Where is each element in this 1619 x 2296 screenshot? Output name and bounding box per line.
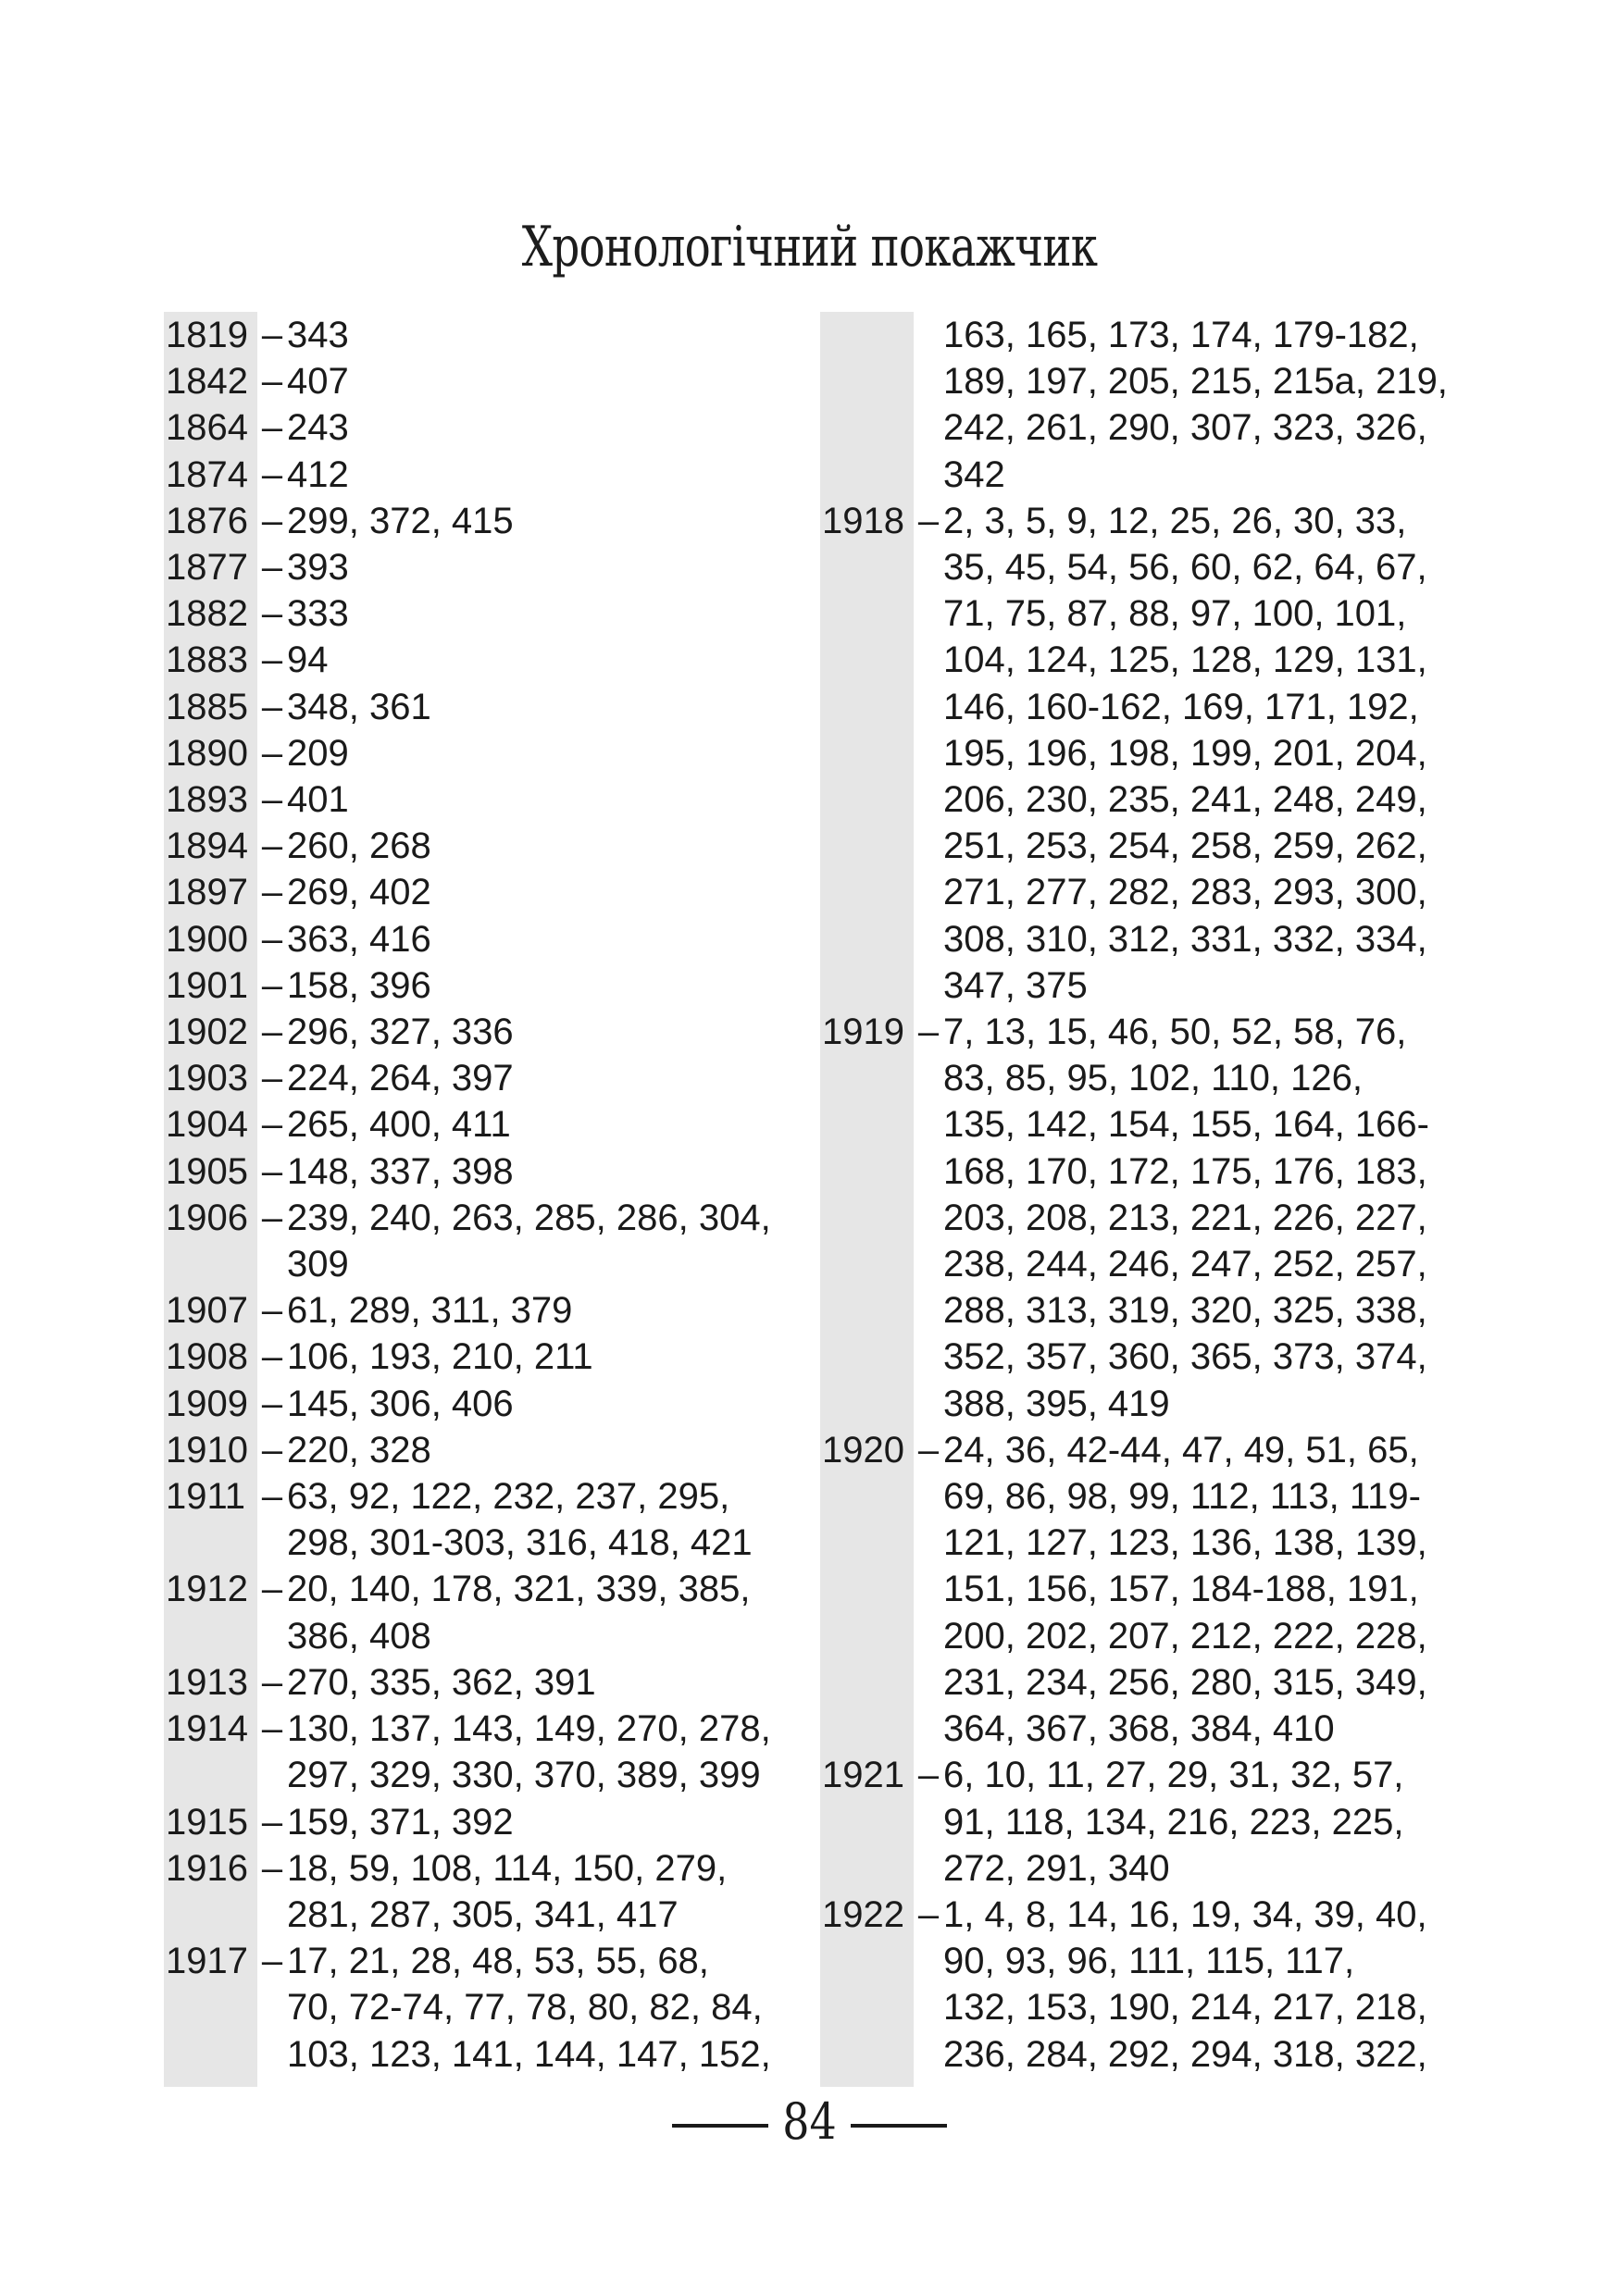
entry-year: 1897: [166, 872, 248, 913]
entry-year: 1842: [166, 361, 248, 403]
entry-year: [820, 312, 914, 498]
entry-dash: –: [261, 453, 283, 495]
entry-dash: –: [261, 500, 283, 541]
page-number: 84: [782, 2092, 837, 2151]
index-entry: [164, 1706, 812, 1798]
entry-numbers: 393: [287, 547, 349, 589]
index-entry: [164, 637, 812, 683]
entry-numbers: 158, 396: [287, 964, 431, 1006]
entry-year: 1917: [166, 1941, 248, 1982]
entry-numbers: 299, 372, 415: [287, 500, 514, 541]
entry-year: 1893: [166, 779, 248, 821]
entry-dash: –: [917, 1011, 940, 1053]
page-title: Хронологічний покажчик: [521, 215, 1098, 279]
entry-numbers: 348, 361: [287, 686, 431, 727]
entry-numbers: 6, 10, 11, 27, 29, 31, 32, 57, 91, 118, 134, 216, 223, 225, 272, 291, 340: [943, 1755, 1404, 1889]
entry-dash: –: [261, 547, 283, 589]
entry-numbers: 224, 264, 397: [287, 1058, 514, 1099]
entry-dash: –: [917, 500, 940, 541]
entry-dash: –: [261, 918, 283, 960]
entry-numbers: 2, 3, 5, 9, 12, 25, 26, 30, 33, 35, 45, 54, 56, 60, 62, 64, 67, 71, 75, 87, 88, 97, 100, 101, 104, 124, 125, 128, 129, 131, 146, 160-162, 169, 171, 192, 195, 196, 198, 199, 201, 204, 206, 230, 235, 241, 248, 249, 251, 253, 254, 258, 259, 262, 271, 277, 282, 283, 293, 300, 308, 310, 312, 331, 332, 334, 347, 375: [943, 500, 1427, 1006]
entry-year: 1877: [166, 547, 248, 589]
index-entry: [164, 1009, 812, 1055]
index-entry: [820, 1009, 1468, 1427]
index-entry: [164, 1055, 812, 1101]
entry-year: 1902: [166, 1011, 248, 1053]
index-column-left: [164, 312, 812, 2087]
entry-year: 1910: [166, 1429, 248, 1471]
page-footer: [0, 2094, 1619, 2150]
entry-dash: –: [261, 1708, 283, 1750]
footer-rule-right: [851, 2124, 947, 2128]
index-entry: [164, 358, 812, 404]
entry-year: 1911: [166, 1476, 246, 1518]
entry-dash: –: [261, 1011, 283, 1053]
entry-year: 1894: [166, 825, 248, 867]
index-entry: [164, 1799, 812, 1845]
entry-year: 1876: [166, 500, 248, 541]
entry-numbers: 159, 371, 392: [287, 1801, 514, 1843]
entry-year: 1913: [166, 1661, 248, 1703]
index-entry: [164, 1195, 812, 1287]
entry-year: 1919: [822, 1011, 904, 1053]
entry-numbers: 61, 289, 311, 379: [287, 1290, 573, 1332]
index-entry: [164, 730, 812, 776]
index-column-right: [820, 312, 1468, 2087]
entry-year: 1912: [166, 1569, 248, 1610]
entry-dash: –: [261, 1336, 283, 1378]
entry-numbers: 363, 416: [287, 918, 431, 960]
entry-dash: –: [261, 361, 283, 403]
entry-dash: –: [261, 1801, 283, 1843]
entry-numbers: 239, 240, 263, 285, 286, 304, 309: [287, 1197, 771, 1285]
index-entry: [164, 1381, 812, 1427]
entry-dash: –: [261, 1429, 283, 1471]
entry-numbers: 407: [287, 361, 349, 403]
entry-numbers: 7, 13, 15, 46, 50, 52, 58, 76, 83, 85, 95, 102, 110, 126, 135, 142, 154, 155, 164, 166- 168, 170, 172, 175, 176, 183, 203, 208, 213, 221, 226, 227, 238, 244, 246, 247, 252, 257, 288, 313, 319, 320, 325, 338, 352, 357, 360, 365, 373, 374, 388, 395, 419: [943, 1011, 1429, 1424]
entry-numbers: 270, 335, 362, 391: [287, 1661, 596, 1703]
entry-numbers: 163, 165, 173, 174, 179-182, 189, 197, 205, 215, 215а, 219, 242, 261, 290, 307, 323, 326, 342: [943, 315, 1448, 495]
entry-dash: –: [261, 407, 283, 449]
entry-dash: –: [261, 1476, 283, 1518]
entry-dash: –: [261, 1150, 283, 1192]
index-entry: [164, 916, 812, 962]
entry-numbers: 265, 400, 411: [287, 1104, 511, 1146]
index-entry: [164, 823, 812, 869]
entry-dash: –: [261, 1197, 283, 1238]
entry-numbers: 17, 21, 28, 48, 53, 55, 68, 70, 72-74, 77, 78, 80, 82, 84, 103, 123, 141, 144, 147, 152,: [287, 1941, 771, 2075]
entries-list: [820, 312, 1468, 2078]
entry-numbers: 260, 268: [287, 825, 431, 867]
index-entry: [820, 312, 1468, 498]
entry-dash: –: [261, 593, 283, 635]
index-entry: [164, 452, 812, 498]
entry-dash: –: [917, 1893, 940, 1935]
entry-year: 1922: [822, 1893, 904, 1935]
entry-year: 1921: [822, 1755, 904, 1796]
index-entry: [164, 776, 812, 823]
index-entry: [164, 1566, 812, 1658]
entry-dash: –: [261, 1941, 283, 1982]
entry-numbers: 220, 328: [287, 1429, 431, 1471]
entry-numbers: 63, 92, 122, 232, 237, 295, 298, 301-303, 316, 418, 421: [287, 1476, 753, 1564]
entries-list: [164, 312, 812, 2078]
entry-numbers: 209: [287, 732, 349, 774]
entry-year: 1906: [166, 1197, 248, 1238]
index-entry: [164, 404, 812, 451]
entry-dash: –: [261, 1847, 283, 1889]
entry-numbers: 106, 193, 210, 211: [287, 1336, 593, 1378]
index-entry: [164, 1334, 812, 1380]
footer-rule-left: [672, 2124, 768, 2128]
entry-year: 1864: [166, 407, 248, 449]
index-entry: [164, 869, 812, 915]
index-entry: [164, 1101, 812, 1148]
entry-year: 1920: [822, 1429, 904, 1471]
entry-dash: –: [261, 1383, 283, 1424]
entry-year: 1819: [166, 315, 248, 355]
index-entry: [164, 1938, 812, 2078]
index-entry: [164, 1148, 812, 1195]
entry-dash: –: [917, 1429, 940, 1471]
entry-numbers: 18, 59, 108, 114, 150, 279, 281, 287, 305, 341, 417: [287, 1847, 728, 1935]
entry-dash: –: [261, 315, 283, 355]
entry-dash: –: [261, 872, 283, 913]
entry-year: 1900: [166, 918, 248, 960]
entry-dash: –: [261, 1661, 283, 1703]
entry-numbers: 24, 36, 42-44, 47, 49, 51, 65, 69, 86, 98, 99, 112, 113, 119- 121, 127, 123, 136, 138, 139, 151, 156, 157, 184-188, 191, 200, 202, 207, 212, 222, 228, 231, 234, 256, 280, 315, 349, 364, 367, 368, 384, 410: [943, 1429, 1427, 1750]
entry-year: 1882: [166, 593, 248, 635]
index-entry: [164, 498, 812, 544]
entry-dash: –: [917, 1755, 940, 1796]
entry-year: 1907: [166, 1290, 248, 1332]
entry-dash: –: [261, 639, 283, 681]
entry-numbers: 343: [287, 315, 349, 355]
entry-numbers: 243: [287, 407, 349, 449]
entry-dash: –: [261, 1569, 283, 1610]
index-entry: [164, 684, 812, 730]
entry-numbers: 1, 4, 8, 14, 16, 19, 34, 39, 40, 90, 93, 96, 111, 115, 117, 132, 153, 190, 214, 217, 218, 236, 284, 292, 294, 318, 322,: [943, 1893, 1427, 2075]
entry-dash: –: [261, 1290, 283, 1332]
entry-dash: [914, 312, 943, 498]
entry-year: 1918: [822, 500, 904, 541]
entry-year: 1883: [166, 639, 248, 681]
index-entry: [820, 1427, 1468, 1752]
entry-year: 1904: [166, 1104, 248, 1146]
entry-numbers: 20, 140, 178, 321, 339, 385, 386, 408: [287, 1569, 751, 1657]
entry-numbers: 130, 137, 143, 149, 270, 278, 297, 329, 330, 370, 389, 399: [287, 1708, 771, 1796]
entry-numbers: 148, 337, 398: [287, 1150, 514, 1192]
entry-dash: –: [261, 1058, 283, 1099]
entry-dash: –: [261, 686, 283, 727]
index-entry: [164, 312, 812, 358]
index-entry: [820, 498, 1468, 1009]
entry-year: 1901: [166, 964, 248, 1006]
entry-year: 1890: [166, 732, 248, 774]
entry-year: 1916: [166, 1847, 248, 1889]
entry-numbers: 333: [287, 593, 349, 635]
entry-numbers: 145, 306, 406: [287, 1383, 514, 1424]
entry-year: 1909: [166, 1383, 248, 1424]
entry-numbers: 296, 327, 336: [287, 1011, 514, 1053]
index-entry: [820, 1892, 1468, 2078]
entry-year: 1915: [166, 1801, 248, 1843]
entry-dash: –: [261, 779, 283, 821]
index-entry: [164, 544, 812, 590]
entry-dash: –: [261, 825, 283, 867]
index-entry: [164, 590, 812, 637]
entry-numbers: 94: [287, 639, 329, 681]
entry-numbers: 269, 402: [287, 872, 431, 913]
entry-numbers: 401: [287, 779, 349, 821]
entry-year: 1905: [166, 1150, 248, 1192]
entry-numbers: 412: [287, 453, 349, 495]
index-entry: [164, 962, 812, 1009]
entry-dash: –: [261, 1104, 283, 1146]
entry-year: 1903: [166, 1058, 248, 1099]
index-entry: [164, 1845, 812, 1938]
entry-year: 1874: [166, 453, 248, 495]
index-entry: [164, 1287, 812, 1334]
entry-year: 1908: [166, 1336, 248, 1378]
entry-dash: –: [261, 732, 283, 774]
index-entry: [820, 1752, 1468, 1892]
index-entry: [164, 1427, 812, 1473]
index-entry: [164, 1659, 812, 1706]
entry-year: 1914: [166, 1708, 248, 1750]
index-entry: [164, 1473, 812, 1566]
entry-dash: –: [261, 964, 283, 1006]
entry-year: 1885: [166, 686, 248, 727]
